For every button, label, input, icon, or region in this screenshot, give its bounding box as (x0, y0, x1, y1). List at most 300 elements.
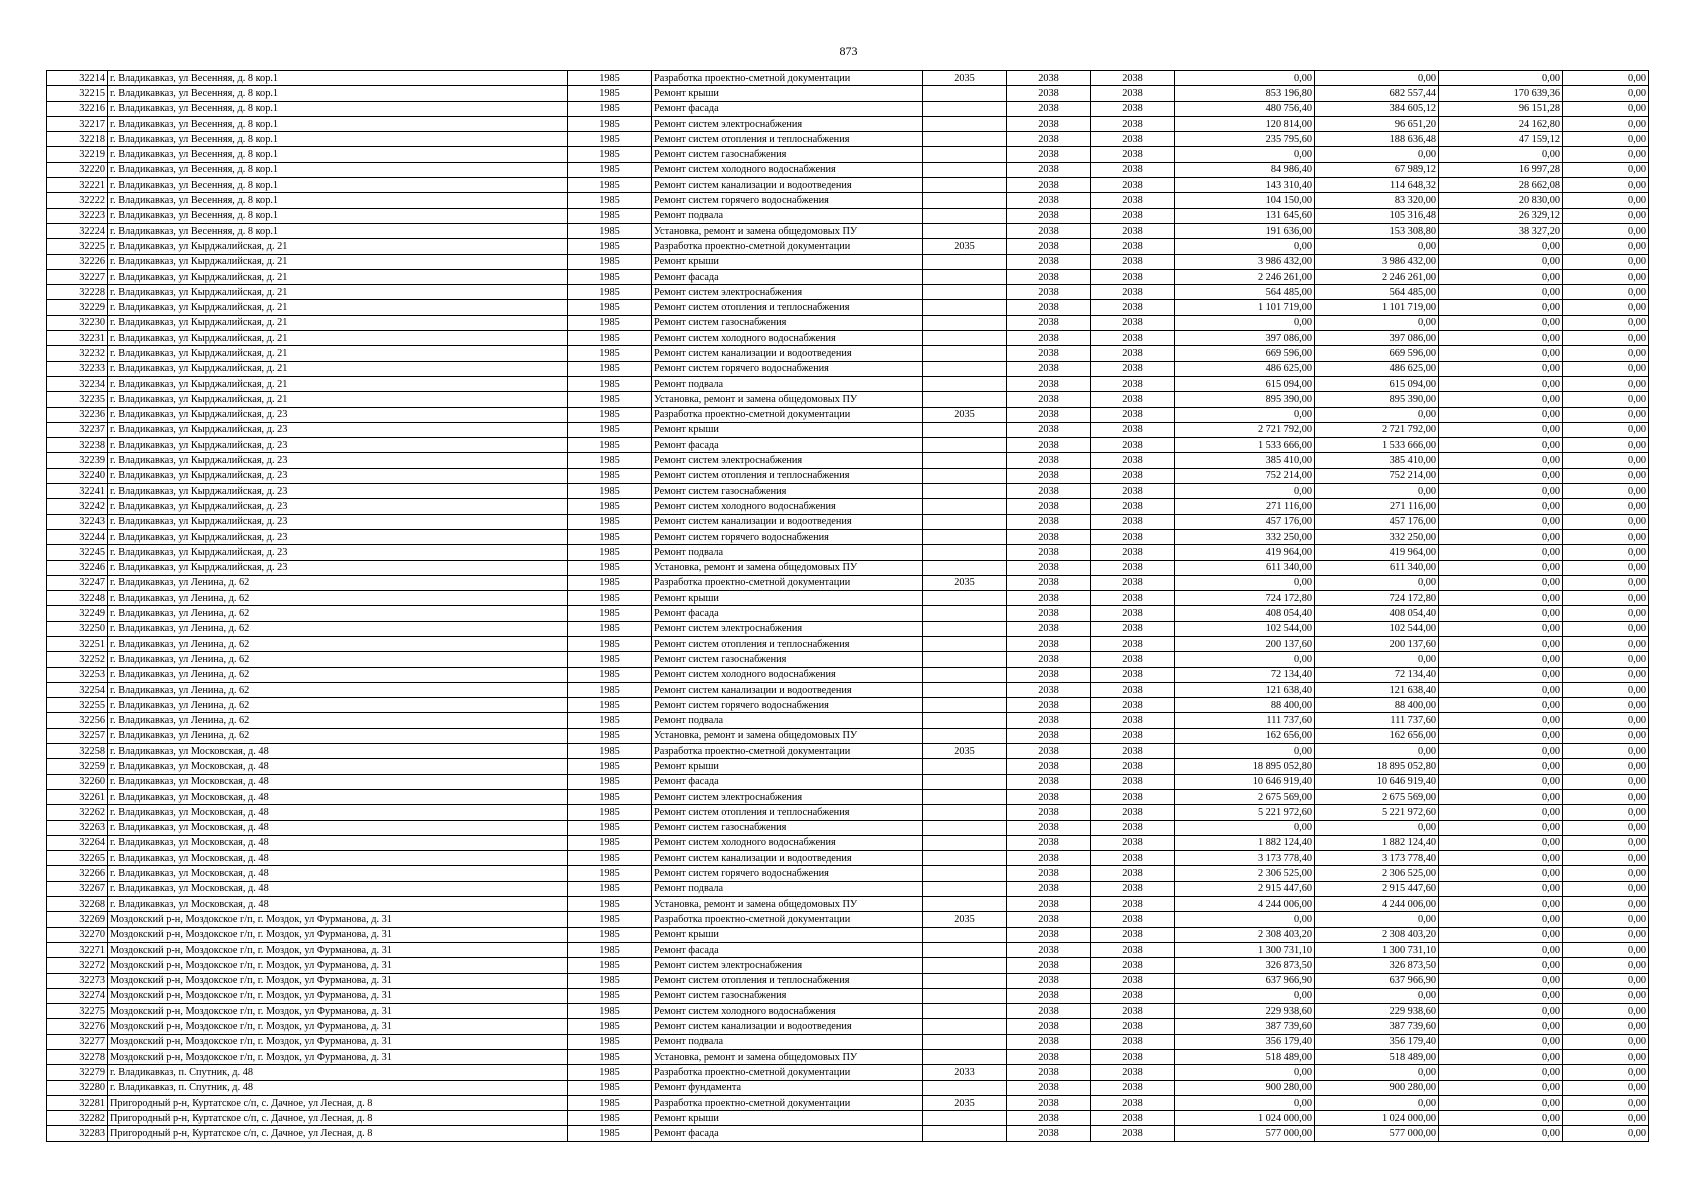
year-built-cell: 1985 (568, 851, 652, 866)
total-cost-cell: 0,00 (1175, 484, 1315, 499)
work-type-cell: Установка, ремонт и замена общедомовых ПУ (652, 223, 923, 238)
fund-cost-cell: 900 280,00 (1315, 1080, 1439, 1095)
end-year-cell: 2038 (1091, 1126, 1175, 1141)
table-row (47, 162, 1649, 177)
design-year-cell (923, 851, 1007, 866)
year-built-cell: 1985 (568, 162, 652, 177)
start-year-cell: 2038 (1007, 698, 1091, 713)
row-number: 32268 (47, 897, 108, 912)
fund-cost-cell: 332 250,00 (1315, 529, 1439, 544)
table-row (47, 178, 1649, 193)
fund-cost-cell: 0,00 (1315, 820, 1439, 835)
fund-cost-cell: 0,00 (1315, 71, 1439, 86)
fund-cost-cell: 518 489,00 (1315, 1050, 1439, 1065)
table-row (47, 973, 1649, 988)
total-cost-cell: 611 340,00 (1175, 560, 1315, 575)
total-cost-cell: 408 054,40 (1175, 606, 1315, 621)
design-year-cell (923, 376, 1007, 391)
year-built-cell: 1985 (568, 116, 652, 131)
work-type-cell: Разработка проектно-сметной документации (652, 575, 923, 590)
start-year-cell: 2038 (1007, 575, 1091, 590)
table-row (47, 300, 1649, 315)
address-cell: г. Владикавказ, ул Московская, д. 48 (108, 820, 568, 835)
owner-cost-cell: 0,00 (1439, 1111, 1563, 1126)
row-number: 32223 (47, 208, 108, 223)
year-built-cell: 1985 (568, 484, 652, 499)
table-row (47, 86, 1649, 101)
address-cell: г. Владикавказ, ул Кырджалийская, д. 21 (108, 269, 568, 284)
end-year-cell: 2038 (1091, 269, 1175, 284)
other-cost-cell: 0,00 (1563, 1019, 1649, 1034)
end-year-cell: 2038 (1091, 86, 1175, 101)
work-type-cell: Ремонт крыши (652, 86, 923, 101)
table-row (47, 988, 1649, 1003)
table-row (47, 545, 1649, 560)
row-number: 32226 (47, 254, 108, 269)
total-cost-cell: 229 938,60 (1175, 1004, 1315, 1019)
end-year-cell: 2038 (1091, 866, 1175, 881)
owner-cost-cell: 0,00 (1439, 239, 1563, 254)
design-year-cell (923, 881, 1007, 896)
owner-cost-cell: 0,00 (1439, 805, 1563, 820)
start-year-cell: 2038 (1007, 897, 1091, 912)
table-row (47, 912, 1649, 927)
owner-cost-cell: 26 329,12 (1439, 208, 1563, 223)
total-cost-cell: 0,00 (1175, 1095, 1315, 1110)
end-year-cell: 2038 (1091, 346, 1175, 361)
start-year-cell: 2038 (1007, 1019, 1091, 1034)
year-built-cell: 1985 (568, 132, 652, 147)
end-year-cell: 2038 (1091, 468, 1175, 483)
row-number: 32265 (47, 851, 108, 866)
table-row (47, 346, 1649, 361)
total-cost-cell: 486 625,00 (1175, 361, 1315, 376)
design-year-cell (923, 759, 1007, 774)
end-year-cell: 2038 (1091, 208, 1175, 223)
other-cost-cell: 0,00 (1563, 744, 1649, 759)
fund-cost-cell: 0,00 (1315, 239, 1439, 254)
year-built-cell: 1985 (568, 361, 652, 376)
start-year-cell: 2038 (1007, 529, 1091, 544)
owner-cost-cell: 170 639,36 (1439, 86, 1563, 101)
fund-cost-cell: 1 882 124,40 (1315, 835, 1439, 850)
year-built-cell: 1985 (568, 346, 652, 361)
work-type-cell: Ремонт систем газоснабжения (652, 484, 923, 499)
total-cost-cell: 88 400,00 (1175, 698, 1315, 713)
table-row (47, 71, 1649, 86)
row-number: 32225 (47, 239, 108, 254)
end-year-cell: 2038 (1091, 759, 1175, 774)
other-cost-cell: 0,00 (1563, 973, 1649, 988)
fund-cost-cell: 724 172,80 (1315, 591, 1439, 606)
total-cost-cell: 752 214,00 (1175, 468, 1315, 483)
start-year-cell: 2038 (1007, 774, 1091, 789)
owner-cost-cell: 0,00 (1439, 285, 1563, 300)
row-number: 32278 (47, 1050, 108, 1065)
work-type-cell: Ремонт систем электроснабжения (652, 789, 923, 804)
owner-cost-cell: 20 830,00 (1439, 193, 1563, 208)
owner-cost-cell: 0,00 (1439, 851, 1563, 866)
table-row (47, 1034, 1649, 1049)
fund-cost-cell: 88 400,00 (1315, 698, 1439, 713)
address-cell: г. Владикавказ, ул Кырджалийская, д. 23 (108, 499, 568, 514)
year-built-cell: 1985 (568, 744, 652, 759)
design-year-cell: 2035 (923, 407, 1007, 422)
fund-cost-cell: 0,00 (1315, 1095, 1439, 1110)
owner-cost-cell: 0,00 (1439, 988, 1563, 1003)
address-cell: Моздокский р-н, Моздокское г/п, г. Моздок, ул Фурманова, д. 31 (108, 1034, 568, 1049)
total-cost-cell: 0,00 (1175, 71, 1315, 86)
work-type-cell: Ремонт систем холодного водоснабжения (652, 499, 923, 514)
work-type-cell: Ремонт систем канализации и водоотведения (652, 178, 923, 193)
design-year-cell (923, 728, 1007, 743)
table-row (47, 713, 1649, 728)
other-cost-cell: 0,00 (1563, 820, 1649, 835)
address-cell: Моздокский р-н, Моздокское г/п, г. Моздок, ул Фурманова, д. 31 (108, 942, 568, 957)
table-row (47, 866, 1649, 881)
owner-cost-cell: 0,00 (1439, 499, 1563, 514)
address-cell: г. Владикавказ, ул Весенняя, д. 8 кор.1 (108, 86, 568, 101)
design-year-cell (923, 897, 1007, 912)
other-cost-cell: 0,00 (1563, 545, 1649, 560)
address-cell: г. Владикавказ, ул Кырджалийская, д. 21 (108, 331, 568, 346)
other-cost-cell: 0,00 (1563, 1126, 1649, 1141)
row-number: 32280 (47, 1080, 108, 1095)
work-type-cell: Ремонт систем электроснабжения (652, 453, 923, 468)
owner-cost-cell: 0,00 (1439, 1080, 1563, 1095)
work-type-cell: Ремонт систем канализации и водоотведения (652, 1019, 923, 1034)
owner-cost-cell: 0,00 (1439, 392, 1563, 407)
total-cost-cell: 0,00 (1175, 147, 1315, 162)
design-year-cell (923, 667, 1007, 682)
address-cell: г. Владикавказ, ул Московская, д. 48 (108, 774, 568, 789)
work-type-cell: Разработка проектно-сметной документации (652, 1095, 923, 1110)
design-year-cell (923, 958, 1007, 973)
other-cost-cell: 0,00 (1563, 438, 1649, 453)
design-year-cell (923, 774, 1007, 789)
design-year-cell (923, 116, 1007, 131)
address-cell: г. Владикавказ, ул Московская, д. 48 (108, 744, 568, 759)
table-row (47, 116, 1649, 131)
address-cell: г. Владикавказ, ул Московская, д. 48 (108, 759, 568, 774)
work-type-cell: Ремонт систем горячего водоснабжения (652, 866, 923, 881)
other-cost-cell: 0,00 (1563, 407, 1649, 422)
address-cell: Моздокский р-н, Моздокское г/п, г. Моздок, ул Фурманова, д. 31 (108, 958, 568, 973)
table-row (47, 193, 1649, 208)
total-cost-cell: 104 150,00 (1175, 193, 1315, 208)
address-cell: г. Владикавказ, ул Кырджалийская, д. 23 (108, 514, 568, 529)
fund-cost-cell: 752 214,00 (1315, 468, 1439, 483)
design-year-cell (923, 682, 1007, 697)
work-type-cell: Ремонт систем канализации и водоотведения (652, 682, 923, 697)
other-cost-cell: 0,00 (1563, 805, 1649, 820)
owner-cost-cell: 0,00 (1439, 912, 1563, 927)
owner-cost-cell: 0,00 (1439, 331, 1563, 346)
end-year-cell: 2038 (1091, 300, 1175, 315)
total-cost-cell: 1 024 000,00 (1175, 1111, 1315, 1126)
design-year-cell (923, 484, 1007, 499)
end-year-cell: 2038 (1091, 1019, 1175, 1034)
end-year-cell: 2038 (1091, 1111, 1175, 1126)
table-row (47, 682, 1649, 697)
end-year-cell: 2038 (1091, 254, 1175, 269)
start-year-cell: 2038 (1007, 820, 1091, 835)
owner-cost-cell: 0,00 (1439, 973, 1563, 988)
year-built-cell: 1985 (568, 208, 652, 223)
start-year-cell: 2038 (1007, 132, 1091, 147)
address-cell: г. Владикавказ, ул Весенняя, д. 8 кор.1 (108, 223, 568, 238)
total-cost-cell: 0,00 (1175, 575, 1315, 590)
other-cost-cell: 0,00 (1563, 789, 1649, 804)
work-type-cell: Ремонт крыши (652, 422, 923, 437)
table-row (47, 223, 1649, 238)
design-year-cell (923, 591, 1007, 606)
address-cell: Пригородный р-н, Куртатское с/п, с. Дачное, ул Лесная, д. 8 (108, 1095, 568, 1110)
end-year-cell: 2038 (1091, 285, 1175, 300)
year-built-cell: 1985 (568, 1004, 652, 1019)
start-year-cell: 2038 (1007, 269, 1091, 284)
work-type-cell: Ремонт систем канализации и водоотведения (652, 851, 923, 866)
start-year-cell: 2038 (1007, 1034, 1091, 1049)
owner-cost-cell: 0,00 (1439, 942, 1563, 957)
start-year-cell: 2038 (1007, 973, 1091, 988)
year-built-cell: 1985 (568, 682, 652, 697)
other-cost-cell: 0,00 (1563, 897, 1649, 912)
end-year-cell: 2038 (1091, 331, 1175, 346)
start-year-cell: 2038 (1007, 254, 1091, 269)
start-year-cell: 2038 (1007, 1095, 1091, 1110)
table-row (47, 132, 1649, 147)
design-year-cell (923, 392, 1007, 407)
address-cell: г. Владикавказ, ул Кырджалийская, д. 21 (108, 392, 568, 407)
table-row (47, 453, 1649, 468)
start-year-cell: 2038 (1007, 285, 1091, 300)
year-built-cell: 1985 (568, 973, 652, 988)
end-year-cell: 2038 (1091, 1065, 1175, 1080)
year-built-cell: 1985 (568, 713, 652, 728)
row-number: 32275 (47, 1004, 108, 1019)
end-year-cell: 2038 (1091, 744, 1175, 759)
owner-cost-cell: 38 327,20 (1439, 223, 1563, 238)
other-cost-cell: 0,00 (1563, 698, 1649, 713)
work-type-cell: Установка, ремонт и замена общедомовых ПУ (652, 728, 923, 743)
design-year-cell (923, 988, 1007, 1003)
design-year-cell (923, 636, 1007, 651)
design-year-cell (923, 820, 1007, 835)
address-cell: Моздокский р-н, Моздокское г/п, г. Моздок, ул Фурманова, д. 31 (108, 973, 568, 988)
other-cost-cell: 0,00 (1563, 514, 1649, 529)
start-year-cell: 2038 (1007, 514, 1091, 529)
owner-cost-cell: 16 997,28 (1439, 162, 1563, 177)
fund-cost-cell: 1 024 000,00 (1315, 1111, 1439, 1126)
other-cost-cell: 0,00 (1563, 652, 1649, 667)
address-cell: Моздокский р-н, Моздокское г/п, г. Моздок, ул Фурманова, д. 31 (108, 1019, 568, 1034)
row-number: 32230 (47, 315, 108, 330)
design-year-cell (923, 606, 1007, 621)
other-cost-cell: 0,00 (1563, 422, 1649, 437)
year-built-cell: 1985 (568, 560, 652, 575)
fund-cost-cell: 1 101 719,00 (1315, 300, 1439, 315)
other-cost-cell: 0,00 (1563, 713, 1649, 728)
address-cell: г. Владикавказ, ул Кырджалийская, д. 23 (108, 560, 568, 575)
other-cost-cell: 0,00 (1563, 101, 1649, 116)
design-year-cell (923, 178, 1007, 193)
design-year-cell (923, 86, 1007, 101)
end-year-cell: 2038 (1091, 71, 1175, 86)
work-type-cell: Ремонт систем отопления и теплоснабжения (652, 300, 923, 315)
end-year-cell: 2038 (1091, 774, 1175, 789)
fund-cost-cell: 0,00 (1315, 912, 1439, 927)
fund-cost-cell: 2 721 792,00 (1315, 422, 1439, 437)
end-year-cell: 2038 (1091, 407, 1175, 422)
owner-cost-cell: 24 162,80 (1439, 116, 1563, 131)
end-year-cell: 2038 (1091, 239, 1175, 254)
end-year-cell: 2038 (1091, 560, 1175, 575)
start-year-cell: 2038 (1007, 682, 1091, 697)
end-year-cell: 2038 (1091, 1095, 1175, 1110)
work-type-cell: Разработка проектно-сметной документации (652, 71, 923, 86)
start-year-cell: 2038 (1007, 958, 1091, 973)
year-built-cell: 1985 (568, 269, 652, 284)
other-cost-cell: 0,00 (1563, 392, 1649, 407)
end-year-cell: 2038 (1091, 132, 1175, 147)
end-year-cell: 2038 (1091, 1080, 1175, 1095)
fund-cost-cell: 188 636,48 (1315, 132, 1439, 147)
year-built-cell: 1985 (568, 178, 652, 193)
work-type-cell: Ремонт систем электроснабжения (652, 285, 923, 300)
total-cost-cell: 2 915 447,60 (1175, 881, 1315, 896)
year-built-cell: 1985 (568, 1034, 652, 1049)
owner-cost-cell: 0,00 (1439, 1126, 1563, 1141)
address-cell: г. Владикавказ, ул Ленина, д. 62 (108, 698, 568, 713)
address-cell: г. Владикавказ, ул Кырджалийская, д. 21 (108, 361, 568, 376)
address-cell: г. Владикавказ, ул Московская, д. 48 (108, 866, 568, 881)
table-row (47, 1065, 1649, 1080)
fund-cost-cell: 5 221 972,60 (1315, 805, 1439, 820)
work-type-cell: Ремонт систем холодного водоснабжения (652, 667, 923, 682)
work-type-cell: Ремонт систем отопления и теплоснабжения (652, 636, 923, 651)
total-cost-cell: 332 250,00 (1175, 529, 1315, 544)
row-number: 32261 (47, 789, 108, 804)
end-year-cell: 2038 (1091, 912, 1175, 927)
end-year-cell: 2038 (1091, 529, 1175, 544)
address-cell: г. Владикавказ, ул Весенняя, д. 8 кор.1 (108, 208, 568, 223)
owner-cost-cell: 0,00 (1439, 575, 1563, 590)
row-number: 32244 (47, 529, 108, 544)
row-number: 32236 (47, 407, 108, 422)
owner-cost-cell: 0,00 (1439, 652, 1563, 667)
owner-cost-cell: 0,00 (1439, 682, 1563, 697)
fund-cost-cell: 0,00 (1315, 407, 1439, 422)
year-built-cell: 1985 (568, 652, 652, 667)
table-row (47, 927, 1649, 942)
total-cost-cell: 0,00 (1175, 988, 1315, 1003)
other-cost-cell: 0,00 (1563, 86, 1649, 101)
other-cost-cell: 0,00 (1563, 71, 1649, 86)
table-row (47, 101, 1649, 116)
total-cost-cell: 0,00 (1175, 407, 1315, 422)
end-year-cell: 2038 (1091, 392, 1175, 407)
address-cell: г. Владикавказ, ул Московская, д. 48 (108, 835, 568, 850)
owner-cost-cell: 28 662,08 (1439, 178, 1563, 193)
table-row (47, 331, 1649, 346)
total-cost-cell: 385 410,00 (1175, 453, 1315, 468)
row-number: 32217 (47, 116, 108, 131)
design-year-cell: 2035 (923, 575, 1007, 590)
row-number: 32250 (47, 621, 108, 636)
address-cell: г. Владикавказ, ул Кырджалийская, д. 21 (108, 254, 568, 269)
year-built-cell: 1985 (568, 1050, 652, 1065)
work-type-cell: Ремонт подвала (652, 1034, 923, 1049)
fund-cost-cell: 271 116,00 (1315, 499, 1439, 514)
work-type-cell: Ремонт систем отопления и теплоснабжения (652, 973, 923, 988)
year-built-cell: 1985 (568, 667, 652, 682)
fund-cost-cell: 669 596,00 (1315, 346, 1439, 361)
row-number: 32235 (47, 392, 108, 407)
start-year-cell: 2038 (1007, 315, 1091, 330)
fund-cost-cell: 356 179,40 (1315, 1034, 1439, 1049)
fund-cost-cell: 397 086,00 (1315, 331, 1439, 346)
table-row (47, 820, 1649, 835)
end-year-cell: 2038 (1091, 484, 1175, 499)
fund-cost-cell: 486 625,00 (1315, 361, 1439, 376)
other-cost-cell: 0,00 (1563, 147, 1649, 162)
fund-cost-cell: 3 173 778,40 (1315, 851, 1439, 866)
start-year-cell: 2038 (1007, 346, 1091, 361)
table-row (47, 285, 1649, 300)
row-number: 32238 (47, 438, 108, 453)
work-type-cell: Ремонт систем холодного водоснабжения (652, 331, 923, 346)
start-year-cell: 2038 (1007, 223, 1091, 238)
row-number: 32274 (47, 988, 108, 1003)
row-number: 32241 (47, 484, 108, 499)
total-cost-cell: 387 739,60 (1175, 1019, 1315, 1034)
table-row (47, 147, 1649, 162)
owner-cost-cell: 0,00 (1439, 1019, 1563, 1034)
row-number: 32237 (47, 422, 108, 437)
design-year-cell (923, 1019, 1007, 1034)
owner-cost-cell: 0,00 (1439, 621, 1563, 636)
work-type-cell: Ремонт крыши (652, 254, 923, 269)
total-cost-cell: 419 964,00 (1175, 545, 1315, 560)
fund-cost-cell: 0,00 (1315, 652, 1439, 667)
row-number: 32228 (47, 285, 108, 300)
end-year-cell: 2038 (1091, 728, 1175, 743)
start-year-cell: 2038 (1007, 499, 1091, 514)
row-number: 32246 (47, 560, 108, 575)
other-cost-cell: 0,00 (1563, 1050, 1649, 1065)
design-year-cell (923, 254, 1007, 269)
table-row (47, 942, 1649, 957)
design-year-cell (923, 193, 1007, 208)
total-cost-cell: 326 873,50 (1175, 958, 1315, 973)
address-cell: г. Владикавказ, ул Весенняя, д. 8 кор.1 (108, 116, 568, 131)
address-cell: г. Владикавказ, ул Весенняя, д. 8 кор.1 (108, 193, 568, 208)
total-cost-cell: 10 646 919,40 (1175, 774, 1315, 789)
row-number: 32239 (47, 453, 108, 468)
design-year-cell (923, 1034, 1007, 1049)
end-year-cell: 2038 (1091, 193, 1175, 208)
address-cell: г. Владикавказ, ул Весенняя, д. 8 кор.1 (108, 132, 568, 147)
fund-cost-cell: 229 938,60 (1315, 1004, 1439, 1019)
design-year-cell (923, 468, 1007, 483)
row-number: 32233 (47, 361, 108, 376)
end-year-cell: 2038 (1091, 499, 1175, 514)
fund-cost-cell: 114 648,32 (1315, 178, 1439, 193)
other-cost-cell: 0,00 (1563, 484, 1649, 499)
other-cost-cell: 0,00 (1563, 988, 1649, 1003)
row-number: 32269 (47, 912, 108, 927)
